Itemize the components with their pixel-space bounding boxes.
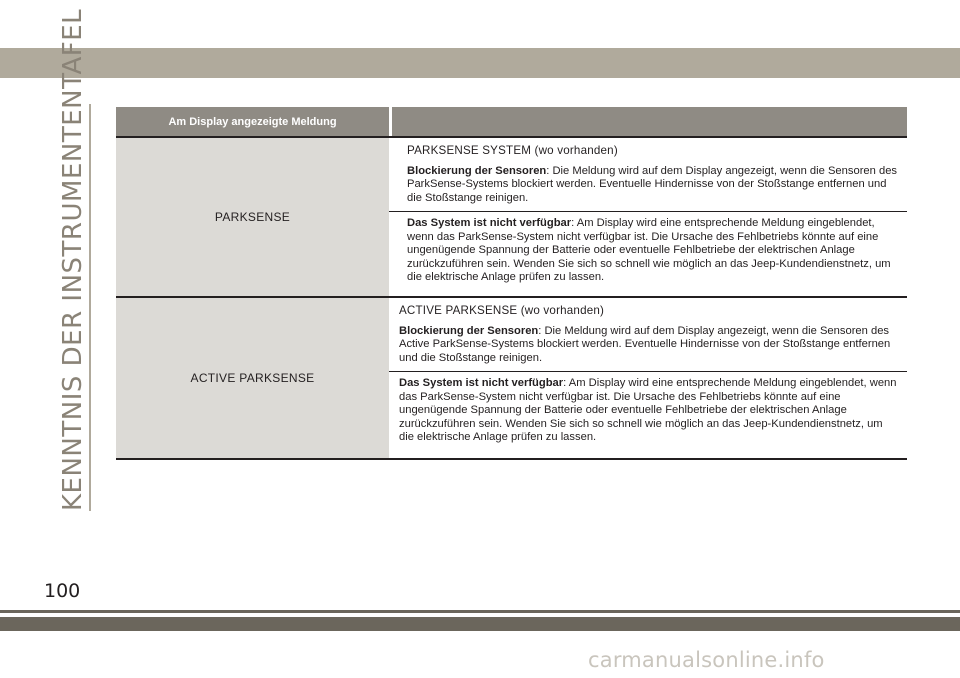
watermark: carmanualsonline.info bbox=[588, 648, 825, 672]
row-label: PARKSENSE bbox=[116, 138, 389, 296]
page-number: 100 bbox=[44, 580, 81, 602]
section-title: KENNTNIS DER INSTRUMENTENTAFEL bbox=[58, 8, 88, 511]
description: : Am Display wird eine entsprechende Meldung eingeblendet, wenn das ParkSense-System nicht verfügbar ist. Die Ursache des Fehlbetriebs könnte auf eine ungenügende Spannung der Batterie oder eventuelle Fehlbetriebe der elektrischen Anlage zurückzuführen sein. Wenden Sie sich so schnell wie möglich an das Jeep-Kundendienstnetz, um die elektrische Anlage prüfen zu lassen. bbox=[399, 377, 897, 443]
system-title: PARKSENSE SYSTEM (wo vorhanden) bbox=[407, 144, 618, 157]
term: Blockierung der Sensoren bbox=[399, 324, 539, 337]
description: : Am Display wird eine entsprechende Meldung eingeblendet, wenn das ParkSense-System nicht verfügbar ist. Die Ursache des Fehlbetriebs könnte auf eine ungenügende Spannung der Batterie oder eventuelle Fehlbetriebe der elektrischen Anlage zurückzuführen sein. Wenden Sie sich so schnell wie möglich an das Jeep-Kundendienstnetz, um die elektrische Anlage prüfen zu lassen. bbox=[407, 217, 891, 283]
header-empty bbox=[392, 107, 907, 136]
top-band bbox=[0, 48, 960, 78]
messages-table bbox=[116, 107, 907, 460]
description: : Die Meldung wird auf dem Display angezeigt, wenn die Sensoren des Active ParkSense-Systems blockiert werden. Eventuelle Hindernisse von der Stoßstange entfernen und die Stoßstange reinigen. bbox=[399, 324, 891, 364]
row-subcell bbox=[389, 138, 907, 211]
bottom-rule bbox=[0, 610, 960, 613]
term: Das System ist nicht verfügbar bbox=[407, 217, 572, 229]
term: Blockierung der Sensoren bbox=[407, 164, 547, 177]
term: Das System ist nicht verfügbar bbox=[399, 377, 564, 389]
table-row-active-parksense bbox=[116, 298, 907, 460]
section-rule bbox=[89, 104, 91, 511]
description: : Die Meldung wird auf dem Display angezeigt, wenn die Sensoren des ParkSense-Systems blockiert werden. Eventuelle Hindernisse von der Stoßstange entfernen und die Stoßstange reinigen. bbox=[407, 164, 898, 204]
bottom-band bbox=[0, 617, 960, 631]
row-subcell bbox=[389, 211, 907, 291]
system-title: ACTIVE PARKSENSE (wo vorhanden) bbox=[399, 304, 605, 317]
header-label: Am Display angezeigte Meldung bbox=[116, 107, 389, 136]
table-row-parksense bbox=[116, 138, 907, 298]
row-subcell bbox=[389, 298, 907, 371]
row-label: ACTIVE PARKSENSE bbox=[116, 298, 389, 458]
table-header bbox=[116, 107, 907, 136]
row-subcell bbox=[389, 371, 907, 451]
